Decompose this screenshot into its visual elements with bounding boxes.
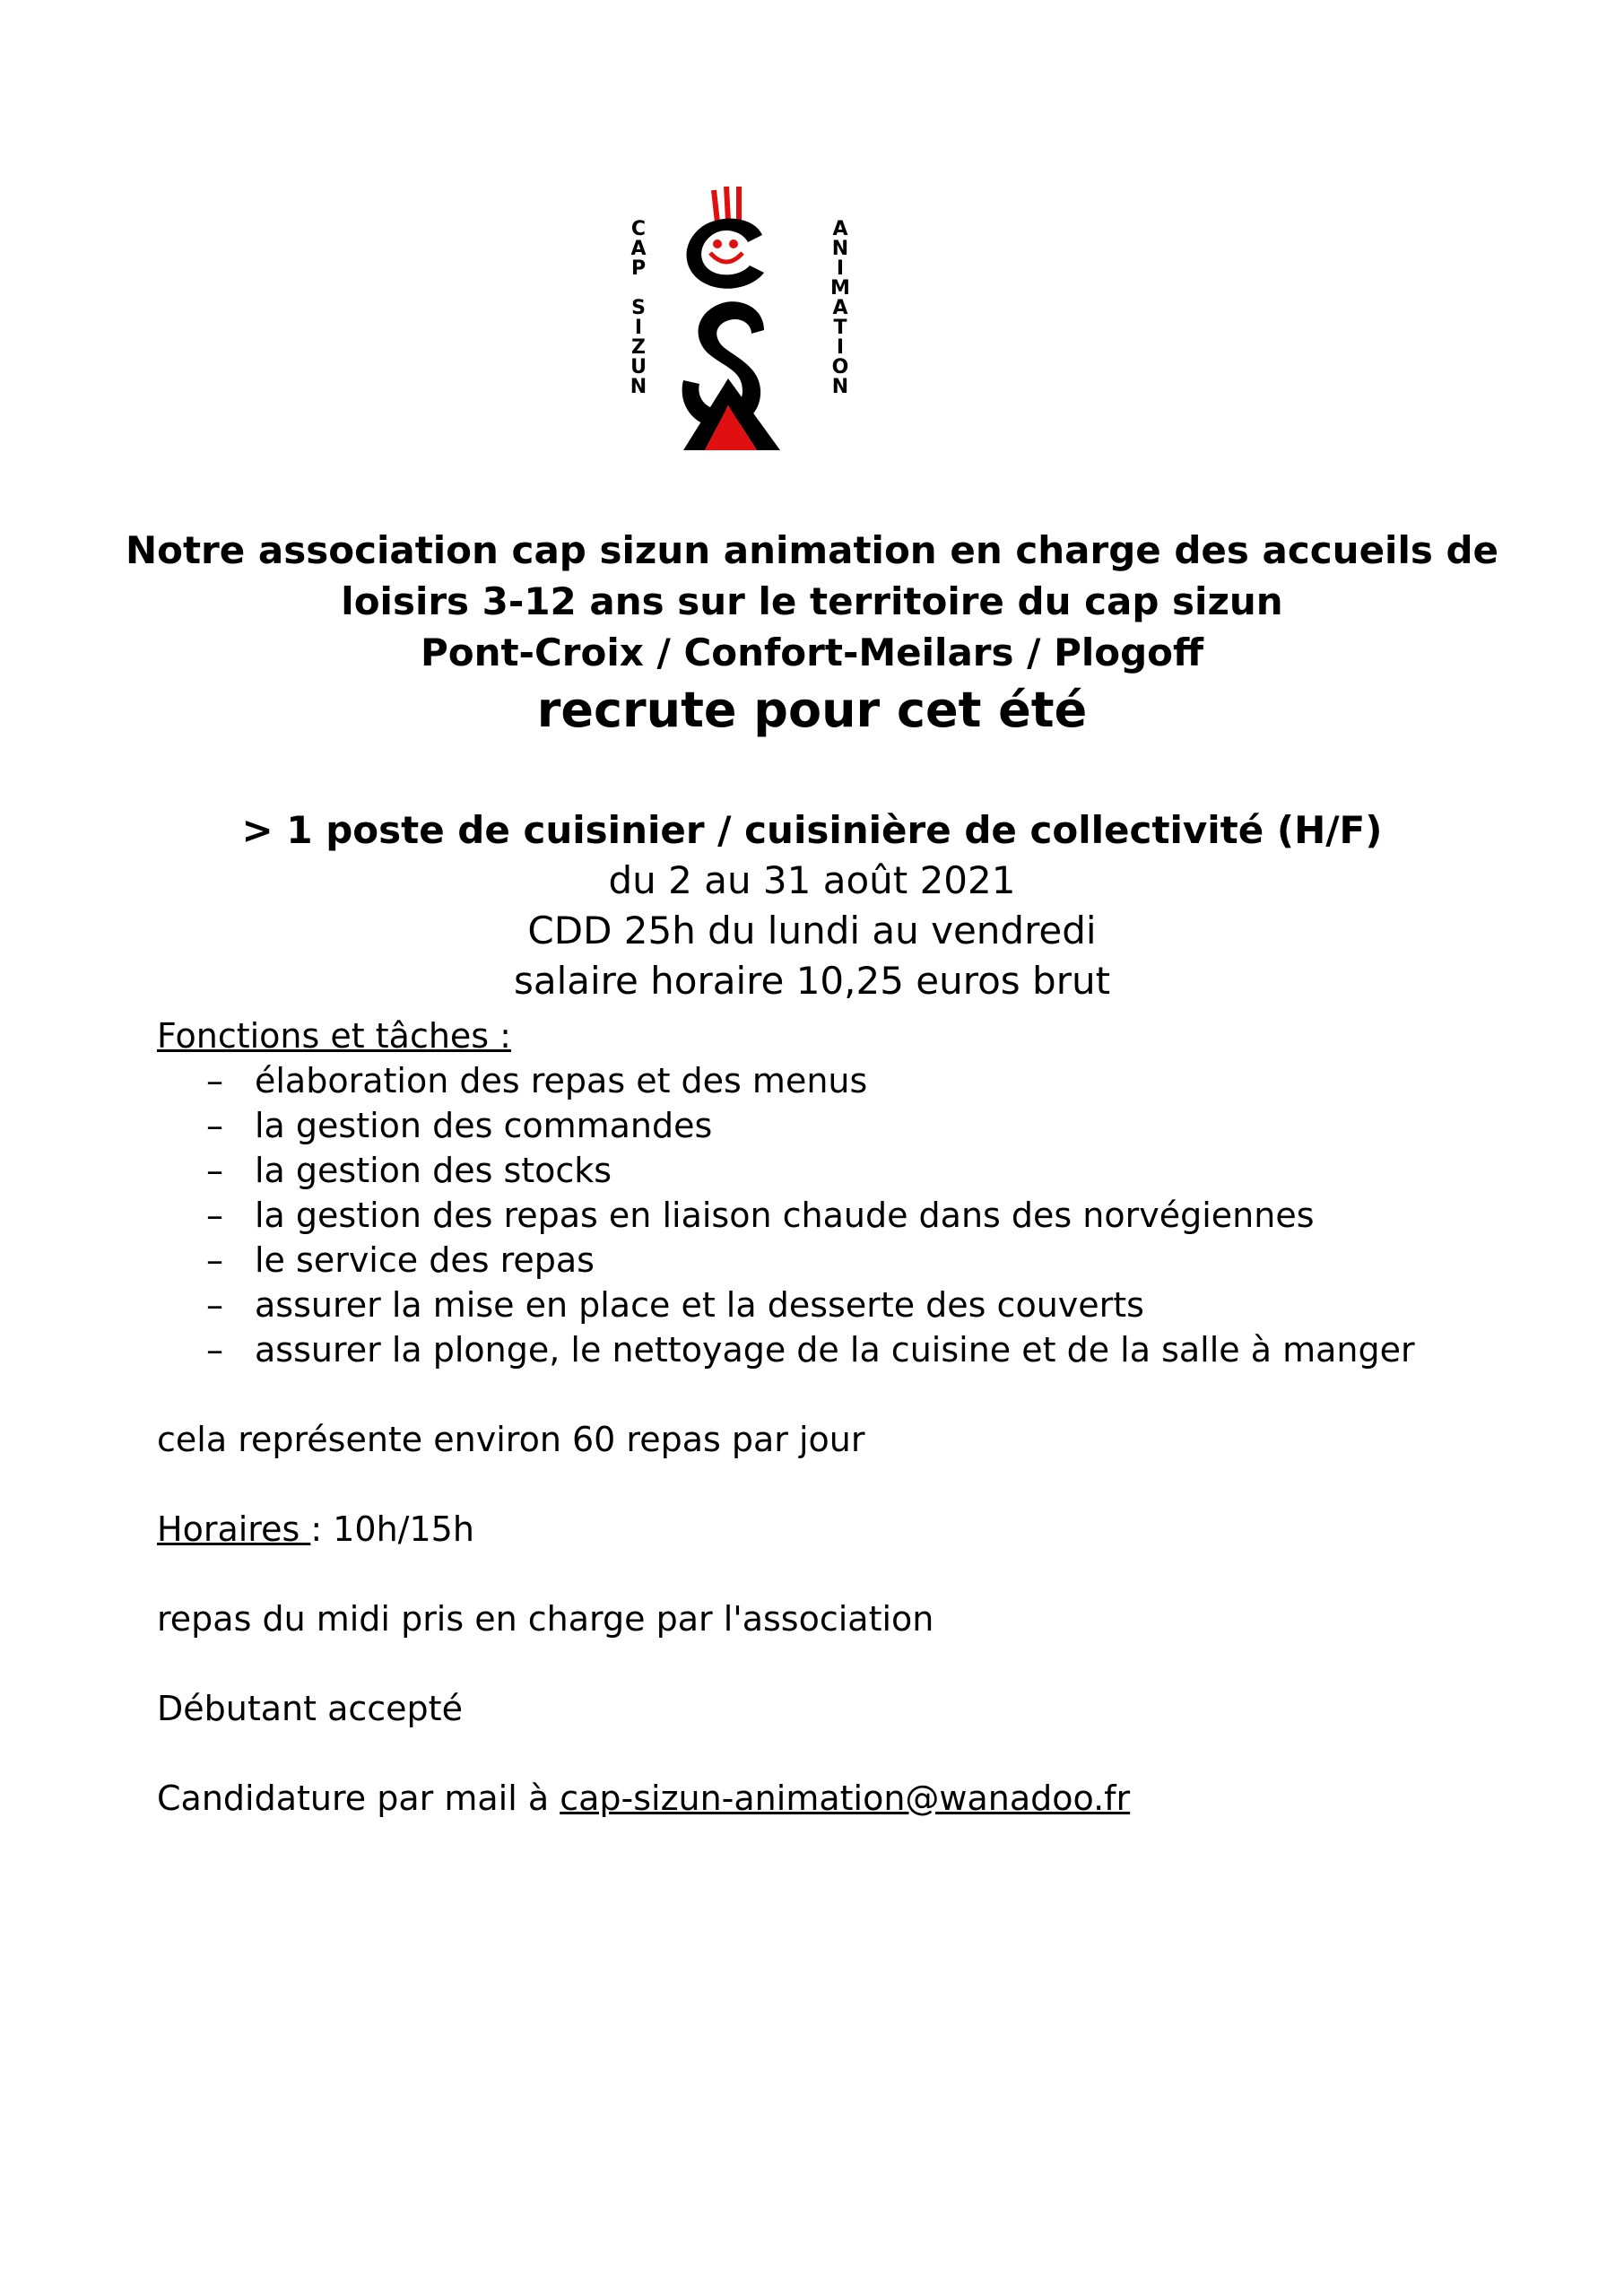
logo-right-vertical-text: A N I M A T I O N xyxy=(830,218,850,398)
email-link[interactable]: cap-sizun-animation@wanadoo.fr xyxy=(560,1779,1131,1818)
meals-per-day: cela représente environ 60 repas par jour xyxy=(157,1420,865,1459)
logo-c-shape xyxy=(687,219,764,289)
headline: recrute pour cet été xyxy=(536,682,1088,738)
lunch-note: repas du midi pris en charge par l'association xyxy=(157,1599,934,1639)
logo-stripe xyxy=(726,187,728,221)
tasks-label: Fonctions et tâches : xyxy=(157,1016,511,1056)
job-details xyxy=(0,805,1624,1006)
hours-value: : 10h/15h xyxy=(310,1509,474,1549)
task-text: la gestion des repas en liaison chaude dans des norvégiennes xyxy=(255,1196,1315,1235)
dash-bullet: – xyxy=(206,1330,223,1370)
task-text: la gestion des commandes xyxy=(255,1106,713,1145)
list-item xyxy=(206,1103,1415,1148)
task-text: assurer la mise en place et la desserte des couverts xyxy=(255,1285,1144,1325)
job-dates: du 2 au 31 août 2021 xyxy=(608,858,1016,902)
intro-line-3: Pont-Croix / Confort-Meilars / Plogoff xyxy=(420,631,1204,674)
intro-text xyxy=(0,525,1624,678)
dash-bullet: – xyxy=(206,1285,223,1325)
application-text: Candidature par mail à xyxy=(157,1779,560,1818)
list-item xyxy=(206,1283,1415,1327)
list-item xyxy=(206,1238,1415,1283)
logo-eye-right xyxy=(729,239,738,248)
tasks-list xyxy=(206,1058,1415,1372)
job-contract: CDD 25h du lundi au vendredi xyxy=(527,909,1097,952)
hours-line xyxy=(157,1507,474,1552)
task-text: le service des repas xyxy=(255,1240,595,1280)
hours-label: Horaires xyxy=(157,1509,311,1549)
logo-left-vertical-text: C A P S I Z U N xyxy=(630,218,647,398)
logo-stripe xyxy=(714,190,717,222)
intro-line-1: Notre association cap sizun animation en charge des accueils de xyxy=(125,528,1499,572)
dash-bullet: – xyxy=(206,1151,223,1190)
logo-smile xyxy=(710,253,743,262)
task-text: élaboration des repas et des menus xyxy=(255,1061,868,1100)
application-line xyxy=(157,1776,1130,1821)
dash-bullet: – xyxy=(206,1196,223,1235)
list-item xyxy=(206,1193,1415,1238)
task-text: la gestion des stocks xyxy=(255,1151,612,1190)
job-salary: salaire horaire 10,25 euros brut xyxy=(513,959,1111,1003)
dash-bullet: – xyxy=(206,1240,223,1280)
job-title: > 1 poste de cuisinier / cuisinière de collectivité (H/F) xyxy=(241,808,1383,852)
list-item xyxy=(206,1327,1415,1372)
list-item xyxy=(206,1058,1415,1103)
beginner-note: Débutant accepté xyxy=(157,1689,463,1728)
list-item xyxy=(206,1148,1415,1193)
intro-line-2: loisirs 3-12 ans sur le territoire du cap sizun xyxy=(341,579,1283,623)
cap-sizun-animation-logo xyxy=(628,179,865,462)
dash-bullet: – xyxy=(206,1061,223,1100)
logo-eye-left xyxy=(713,239,722,248)
dash-bullet: – xyxy=(206,1106,223,1145)
task-text: assurer la plonge, le nettoyage de la cuisine et de la salle à manger xyxy=(255,1330,1415,1370)
